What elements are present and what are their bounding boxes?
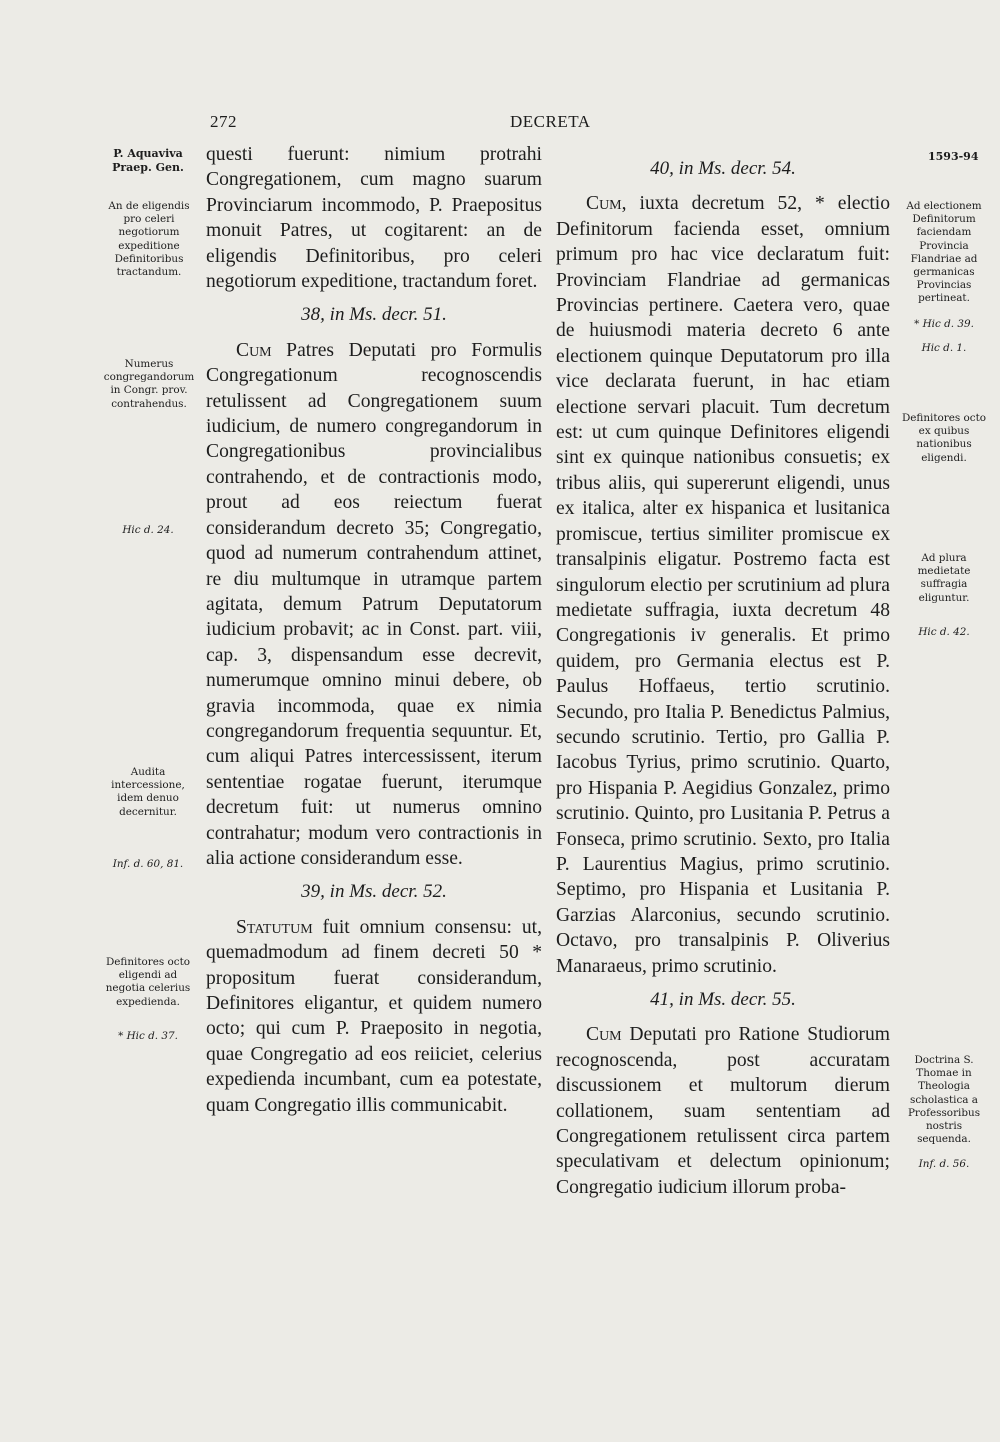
paragraph: Statutum fuit omnium consensu: ut, quemadmodum ad finem decreti 50 * propositum fuerat considerandum, Definitores eligantur, et quidem numero octo; qui cum P. Praeposito in negotia, quae Congregatio ad eos reiiciet, celerius expedienda incumbant, cum ea potestate, quam Congregatio illis communicabit. [206, 916, 542, 1116]
margin-note-right: Doctrina S. Thomae in Theologia scholastica a Professoribus nostris sequenda. [907, 1054, 981, 1146]
paragraph: questi fuerunt: nimium protrahi Congregationem, cum magno suarum Provinciarum incommodo, P. Praepositus monuit Patres, ut cogitarent: an de eligendis Definitoribus, pro celeri negotiorum expeditione, tractandum foret. [206, 144, 542, 293]
running-title: DECRETA [510, 112, 591, 131]
margin-note-left: Definitores octo eligendi ad negotia celerius expedienda. [105, 956, 191, 1008]
paragraph: Cum Patres Deputati pro Formulis Congregationum recognoscendis retulissent ad Congregationem suum iudicium, de numero congregandorum in Congregationibus provincialibus contrahendo, et de contractionis modo, prout ad eos reiectum fuerat considerandum decreto 35; Congregatio, quod ad numerum contrahendum attinet, re diu multumque in utramque partem agitata, demum Patrum Deputatorum iudicium probavit; ac in Const. part. viii, cap. 3, dispensandum esse decrevit, numerumque omnino minui debere, ob gravia incommoda, quae ex nimia congregandorum frequentia sequuntur. Et, cum aliqui Patres intercessissent, iterum sententiae rogatae fuerunt, iterumque decretum fuit: ut numerus omnino contrahatur; modum vero contractionis in alia actione considerandum esse. [206, 339, 542, 869]
margin-note-left: * Hic d. 37. [118, 1030, 178, 1042]
decree-heading-38: 38, in Ms. decr. 51. [301, 304, 447, 326]
text-column-left [206, 142, 542, 1118]
paragraph: Cum, iuxta decretum 52, * electio Definitorum facienda esset, omnium primum pro hac vice declaratum fuit: Provinciam Flandriae ad germanicas Provincias pertinere. Caetera vero, quae de huiusmodi materia decreto 6 ante electionem quinque Deputatorum pro illa vice declarata fuerunt, in hac etiam electione servari placuit. Tum decretum est: ut cum quinque Definitores eligendi sint ex quinque nationibus consuetis; ex tribus aliis, qui supererunt eligendi, unus ex italica, alter ex hispanica et lusitanica promiscue, tertius similiter promiscue ex transalpinis eligatur. Postremo facta est singulorum electio per scrutinium ad plura medietate suffragia, iuxta decretum 48 Congregationis iv generalis. Et primo quidem, pro Germania electus est P. Paulus Hoffaeus, tertio scrutinio. Secundo, pro Italia P. Benedictus Palmius, secundo scrutinio. Tertio, pro Gallia P. Iacobus Tyrius, primo scrutinio. Quarto, pro Hispania P. Aegidius Gonzalez, primo scrutinio. Quinto, pro Lusitania P. Petrus a Fonseca, primo scrutinio. Sexto, pro Italia P. Laurentius Magius, primo scrutinio. Septimo, pro Hispania et Lusitania P. Garzias Alarconius, secundo scrutinio. Octavo, pro transalpinis P. Oliverius Manaraeus, primo scrutinio. [556, 193, 890, 977]
decree-heading-40: 40, in Ms. decr. 54. [650, 158, 796, 179]
decree-heading-39: 39, in Ms. decr. 52. [301, 881, 447, 903]
margin-note-right: Definitores octo ex quibus nationibus eligendi. [901, 412, 987, 464]
page-number: 272 [210, 112, 237, 131]
paragraph: Cum Deputati pro Ratione Studiorum recognoscenda, post accuratam discussionem et multorum dierum collationem, suam sententiam ad Congregationem retulissent circa partem speculativam et delectum opinionum; Congregatio iudicium illorum proba- [556, 1024, 890, 1198]
margin-note-right: Hic d. 42. [918, 626, 970, 638]
margin-note-right: Ad plura medietate suffragia eliguntur. [917, 552, 971, 604]
margin-note-author: P. Aquaviva Praep. Gen. [112, 147, 184, 174]
margin-note-right: Ad electionem Definitorum faciendam Provincia Flandriae ad germanicas Provincias pertineat. [906, 200, 982, 305]
text-column-right [556, 156, 890, 1200]
margin-note-left: Hic d. 24. [122, 524, 174, 536]
margin-note-right: * Hic d. 39. [914, 318, 974, 330]
margin-note-right: Inf. d. 56. [918, 1158, 970, 1170]
margin-note-left: Inf. d. 60, 81. [112, 858, 184, 870]
margin-note-left: An de eligendis pro celeri negotiorum expeditione Definitoribus tractandum. [108, 200, 190, 279]
margin-note-left: Numerus congregandorum in Congr. prov. contrahendus. [103, 358, 195, 410]
margin-note-left: Audita intercessione, idem denuo decernitur. [111, 766, 185, 818]
year-margin: 1593-94 [928, 150, 979, 163]
decree-heading-41: 41, in Ms. decr. 55. [650, 989, 796, 1010]
margin-note-right: Hic d. 1. [921, 342, 967, 354]
